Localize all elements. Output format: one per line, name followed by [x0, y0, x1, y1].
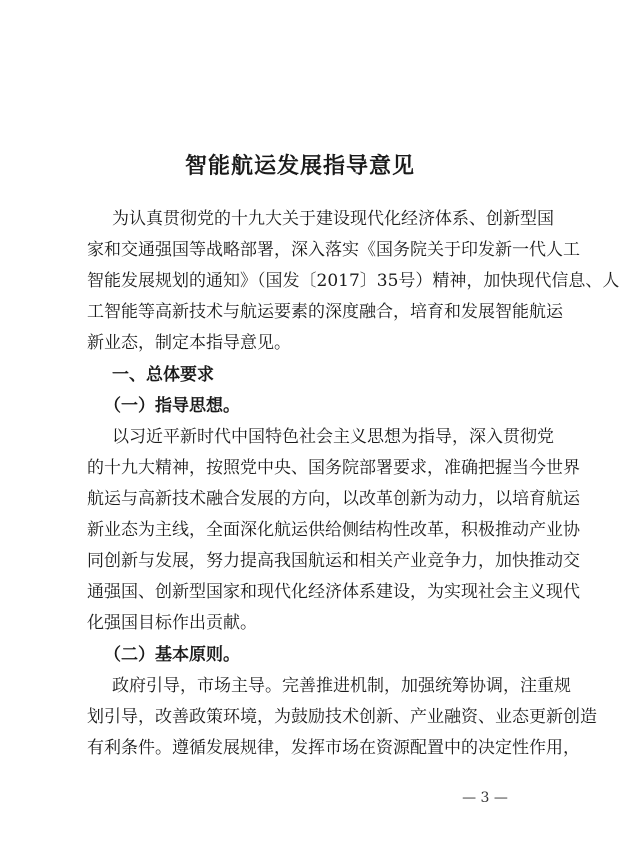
subsection-heading: （二）基本原则。: [104, 645, 240, 665]
intro-line: 家和交通强国等战略部署，深入落实《国务院关于印发新一代人工: [87, 240, 580, 260]
intro-line: 新业态，制定本指导意见。: [87, 333, 291, 353]
principle-line: 有利条件。遵循发展规律，发挥市场在资源配置中的决定性作用，: [87, 738, 580, 758]
guiding-line: 化强国目标作出贡献。: [87, 613, 257, 633]
page-number: — 3 —: [462, 790, 508, 806]
document-title: 智能航运发展指导意见: [184, 153, 415, 179]
principle-line: 政府引导，市场主导。完善推进机制，加强统筹协调，注重规: [112, 676, 571, 696]
subsection-heading: （一）指导思想。: [104, 396, 240, 416]
guiding-line: 通强国、创新型国家和现代化经济体系建设，为实现社会主义现代: [87, 582, 580, 602]
guiding-line: 的十九大精神，按照党中央、国务院部署要求，准确把握当今世界: [87, 458, 580, 478]
section-heading: 一、总体要求: [112, 365, 214, 385]
intro-line: 为认真贯彻党的十九大关于建设现代化经济体系、创新型国: [112, 209, 554, 229]
principle-line: 划引导，改善政策环境，为鼓励技术创新、产业融资、业态更新创造: [87, 707, 597, 727]
intro-line: 工智能等高新技术与航运要素的深度融合，培育和发展智能航运: [87, 302, 563, 322]
guiding-line: 以习近平新时代中国特色社会主义思想为指导，深入贯彻党: [112, 427, 554, 447]
intro-line: 智能发展规划的通知》（国发〔2017〕35号）精神，加快现代信息、人: [87, 271, 619, 291]
guiding-line: 同创新与发展，努力提高我国航运和相关产业竞争力，加快推动交: [87, 551, 580, 571]
guiding-line: 航运与高新技术融合发展的方向，以改革创新为动力，以培育航运: [87, 489, 580, 509]
guiding-line: 新业态为主线，全面深化航运供给侧结构性改革，积极推动产业协: [87, 520, 580, 540]
